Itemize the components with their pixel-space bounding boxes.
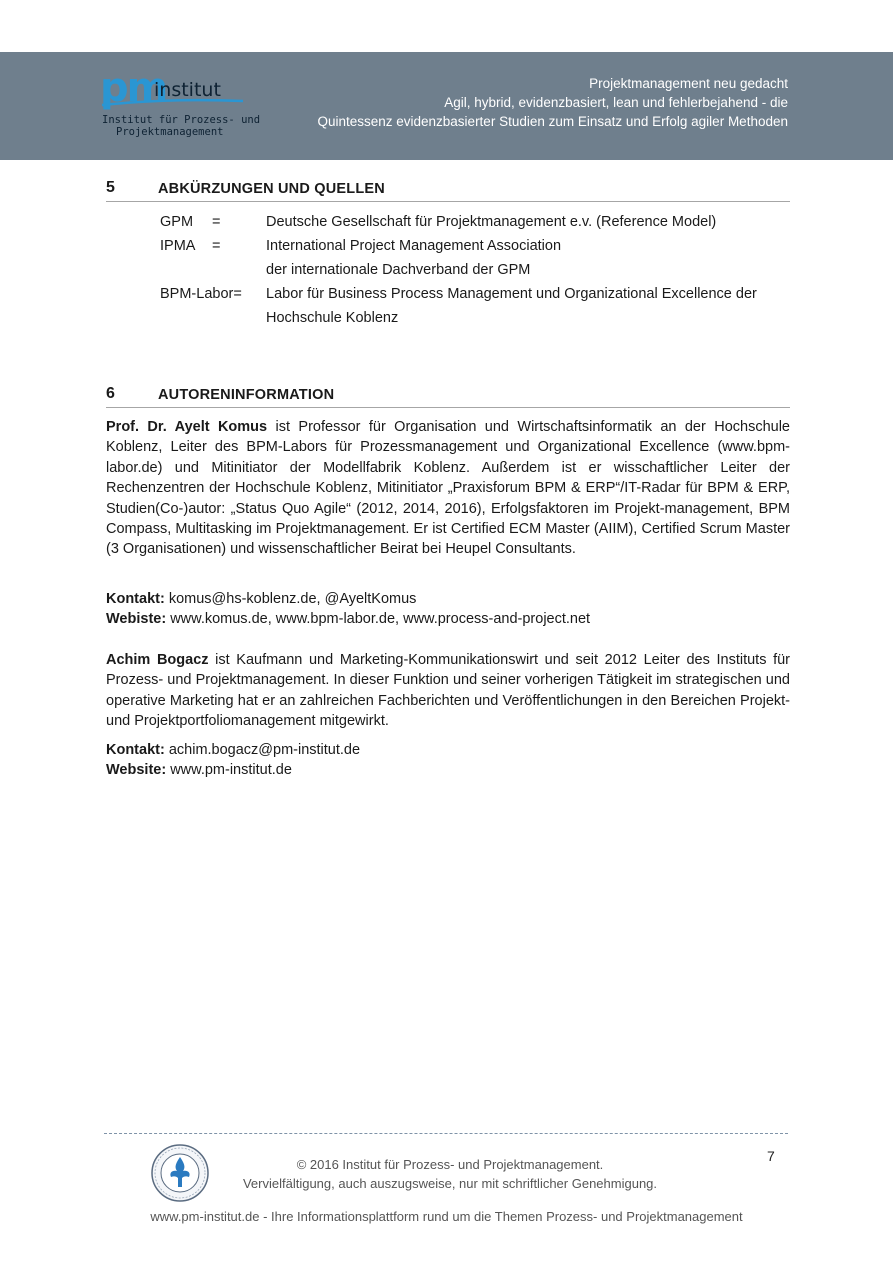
website-line-bogacz bbox=[106, 760, 292, 780]
abbreviation-definition: Deutsche Gesellschaft für Projektmanagement e.v. (Reference Model) bbox=[266, 214, 717, 230]
section-title: AUTORENINFORMATION bbox=[158, 387, 335, 403]
section-number: 5 bbox=[106, 179, 115, 196]
page-number: 7 bbox=[767, 1148, 775, 1164]
author-name: Achim Bogacz bbox=[106, 652, 209, 668]
logo-pm-text: pm bbox=[100, 65, 167, 111]
contact-value: achim.bogacz@pm-institut.de bbox=[164, 742, 361, 758]
section-heading-abbreviations bbox=[106, 178, 790, 202]
abbreviation-row-ipma bbox=[160, 235, 791, 279]
footer-copyright: © 2016 Institut für Prozess- und Projektmanagement. Vervielfältigung, auch auszugsweise, nur mit schriftlicher Genehmigung. bbox=[242, 1157, 658, 1191]
section-heading-author-info bbox=[106, 384, 790, 408]
contact-value: komus@hs-koblenz.de, @AyeltKomus bbox=[164, 591, 417, 607]
abbreviation-key: IPMA bbox=[160, 238, 196, 254]
footer-website-line: www.pm-institut.de - Ihre Informationsplattform rund um die Themen Prozess- und Projektmanagement bbox=[150, 1209, 743, 1224]
contact-label: Kontakt: bbox=[106, 742, 165, 758]
author-name: Prof. Dr. Ayelt Komus bbox=[106, 419, 268, 435]
pm-institut-logo bbox=[100, 66, 260, 146]
website-label: Website: bbox=[106, 762, 167, 778]
logo-subtitle: Institut für Prozess- und Projektmanagement bbox=[102, 114, 261, 138]
logo-institut-text: institut bbox=[154, 79, 221, 101]
logo-swoosh-icon bbox=[100, 96, 245, 108]
section-title: ABKÜRZUNGEN UND QUELLEN bbox=[158, 181, 385, 197]
abbreviation-row-gpm bbox=[160, 211, 791, 233]
website-line-komus bbox=[106, 609, 590, 629]
website-label: Webiste: bbox=[106, 611, 167, 627]
abbreviation-key: GPM bbox=[160, 214, 194, 230]
author-bio-text: ist Professor für Organisation und Wirtschaftsinformatik an der Hochschule Koblenz, Leiter des BPM-Labors für Prozessmanagement und Organizational Excellence (www.bpm-labor.de) und Mitinitiator der Modellfabrik Koblenz. Außerdem ist er wisschaftlicher Leiter der Rechenzentren der Hochschule Koblenz, Mitinitiator „Praxisforum BPM & ERP“/IT-Radar für BPM & ERP, Studien(Co-)autor: „Status Quo Agile“ (2012, 2014, 2016), Erfolgsfaktoren im Projekt-management, BPM Compass, Multitasking im Projektmanagement. Er ist Certified ECM Master (AIIM), Certified Scrum Master (3 Organisationen) und wissenschaftlicher Beirat bei Heupel Consultants. bbox=[106, 419, 790, 558]
contact-label: Kontakt: bbox=[106, 591, 165, 607]
website-value: www.komus.de, www.bpm-labor.de, www.process-and-project.net bbox=[166, 611, 591, 627]
abbreviation-definition: Labor für Business Process Management und Organizational Excellence der Hochschule Koblenz bbox=[266, 286, 757, 326]
author-bio-text: ist Kaufmann und Marketing-Kommunikationswirt und seit 2012 Leiter des Instituts für Prozess- und Projektmanagement. In dieser Funktion und seiner vorherigen Tätigkeit im strategischen und operative Marketing hat er an zahlreichen Fachberichten und Veröffentlichungen in den Bereichen Projekt- und Projektportfoliomanagement mitgewirkt. bbox=[106, 652, 790, 730]
header-title: Projektmanagement neu gedacht Agil, hybrid, evidenzbasiert, lean und fehlerbejahend - die Quintessenz evidenzbasierter Studien zum Einsatz und Erfolg agiler Methoden bbox=[317, 76, 788, 129]
author-bio-bogacz bbox=[106, 650, 790, 732]
abbreviation-key: BPM-Labor= bbox=[160, 286, 242, 302]
contact-line-komus bbox=[106, 589, 416, 609]
author-bio-komus bbox=[106, 417, 790, 560]
section-number: 6 bbox=[106, 385, 115, 402]
abbreviation-equals: = bbox=[212, 238, 221, 254]
contact-line-bogacz bbox=[106, 740, 360, 760]
page-header bbox=[0, 52, 893, 160]
abbreviation-definition: International Project Management Association der internationale Dachverband der GPM bbox=[266, 238, 562, 278]
abbreviation-equals: = bbox=[212, 214, 221, 230]
abbreviation-row-bpm-labor bbox=[160, 283, 791, 327]
footer-divider bbox=[104, 1133, 788, 1134]
website-value: www.pm-institut.de bbox=[166, 762, 292, 778]
